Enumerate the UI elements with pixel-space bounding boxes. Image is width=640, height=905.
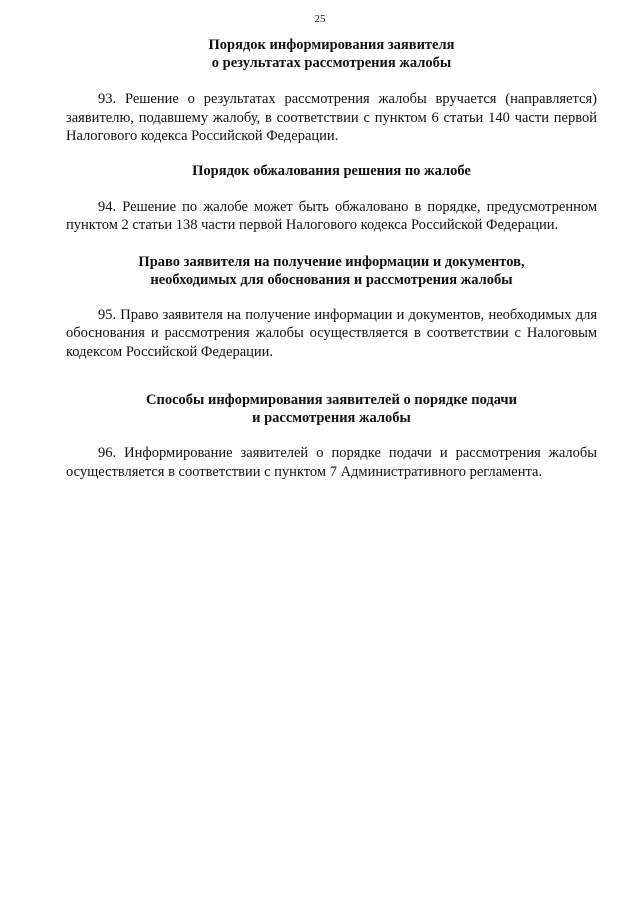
page-number: 25: [314, 13, 326, 25]
document-body: [66, 36, 597, 481]
heading-line: и рассмотрения жалобы: [252, 410, 411, 426]
heading-line: Способы информирования заявителей о порядке подачи: [146, 392, 517, 408]
heading-line: Порядок информирования заявителя: [208, 37, 455, 53]
section-heading-appeal-procedure: [66, 162, 597, 180]
heading-line: о результатах рассмотрения жалобы: [211, 55, 452, 71]
paragraph-93: 93. Решение о результатах рассмотрения жалобы вручается (направляется) заявителю, подавшему жалобу, в соответствии с пунктом 6 статьи 140 части первой Налогового кодекса Российской Федерации.: [66, 91, 597, 144]
paragraph-95: 95. Право заявителя на получение информации и документов, необходимых для обоснования и рассмотрения жалобы осуществляется в соответствии с Налоговым кодексом Российской Федерации.: [66, 306, 597, 360]
paragraph-96: 96. Информирование заявителей о порядке подачи и рассмотрения жалобы осуществляется в соответствии с пунктом 7 Административного регламента.: [66, 445, 597, 480]
heading-line: необходимых для обоснования и рассмотрения жалобы: [150, 271, 513, 288]
heading-line: Право заявителя на получение информации и документов,: [138, 253, 525, 270]
paragraph-94: 94. Решение по жалобе может быть обжаловано в порядке, предусмотренном пунктом 2 статьи 138 части первой Налогового кодекса Российской Федерации.: [66, 198, 597, 233]
section-heading-informing-methods: [66, 391, 597, 427]
section-heading-informing-results: [66, 36, 597, 72]
section-heading-right-to-information: [66, 253, 597, 289]
heading-line: Порядок обжалования решения по жалобе: [192, 162, 471, 179]
